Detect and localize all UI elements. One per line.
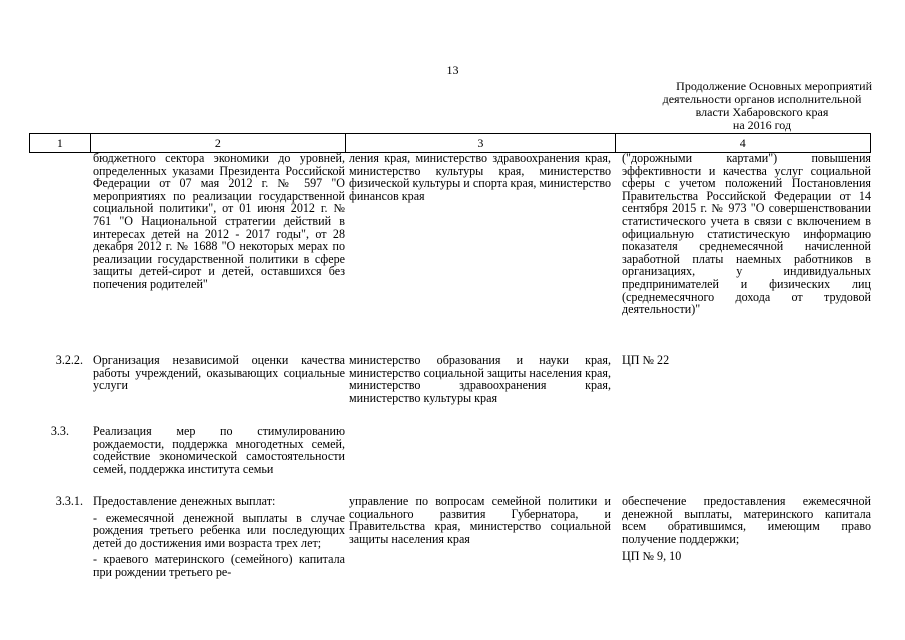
column-header: 2 xyxy=(90,134,345,152)
row-number: 3.3. xyxy=(50,424,69,438)
activity-cell: Организация независимой оценки качества работы учреждений, оказывающих социальные услуги xyxy=(93,353,345,393)
responsible-cell: ления края, министерство здравоохранения края, министерство культуры края, министерство физической культуры и спорта края, министерство финансов края xyxy=(349,151,611,203)
activity-cell: бюджетного сектора экономики до уровней, определенных указами Президента Российской Федерации от 07 мая 2012 г. № 597 "О мероприятиях по реализации государственной социальной политики", от 01 июня 2012 г. № 761 "О Национальной стратегии действий в интересах детей на 2012 - 2017 годы", от 28 декабря 2012 г. № 1688 "О некоторых мерах по реализации государственной политики в сфере защиты детей-сирот и детей, оставшихся без попечения родителей" xyxy=(93,151,345,291)
column-header: 4 xyxy=(615,134,871,152)
activity-item: Предоставление денежных выплат: xyxy=(93,494,276,508)
column-header-row xyxy=(29,133,871,153)
column-header: 1 xyxy=(29,134,90,152)
header-line: власти Хабаровского края xyxy=(695,105,829,119)
result-cell xyxy=(622,495,871,563)
header-line: Продолжение Основных мероприятий xyxy=(676,79,872,93)
responsible-cell: министерство образования и науки края, министерство социальной защиты населения края, министерство здравоохранения края, министерство культуры края xyxy=(349,353,611,405)
activity-cell xyxy=(93,495,345,579)
header-line: деятельности органов исполнительной xyxy=(662,92,862,106)
responsible-cell: управление по вопросам семейной политики и социального развития Губернатора, и Правительства края, министерство социальной защиты населения края xyxy=(349,494,611,546)
header-line: на 2016 год xyxy=(732,118,792,132)
result-item: ЦП № 9, 10 xyxy=(622,549,682,564)
result-cell: ("дорожными картами") повышения эффективности и качества услуг социальной сферы с учетом положений Постановления Правительства Российской Федерации от 14 сентября 2015 г. № 973 "О совершенствовании статистического учета в связи с включением в официальную статистическую информацию показателя среднемесячной начисленной заработной платы наемных работников в организациях, у индивидуальных предпринимателей и физических лиц (среднемесячного дохода от трудовой деятельности)" xyxy=(622,151,871,317)
result-cell: ЦП № 22 xyxy=(622,353,670,367)
page-number: 13 xyxy=(446,63,459,77)
activity-item: - краевого материнского (семейного) капитала при рождении третьего ре- xyxy=(93,552,345,579)
activity-item: - ежемесячной денежной выплаты в случае рождения третьего ребенка или последующих детей до достижения ими возраста трех лет; xyxy=(93,510,345,550)
continuation-header xyxy=(652,80,872,132)
activity-cell: Реализация мер по стимулированию рождаемости, поддержка многодетных семей, содействие экономической самостоятельности семей, поддержка института семьи xyxy=(93,424,345,476)
column-header: 3 xyxy=(345,134,614,152)
row-number: 3.3.1. xyxy=(55,494,83,508)
result-item: обеспечение предоставления ежемесячной денежной выплаты, материнского капитала всем обратившимся, имеющим право получение поддержки; xyxy=(622,494,871,546)
row-number: 3.2.2. xyxy=(55,353,83,367)
